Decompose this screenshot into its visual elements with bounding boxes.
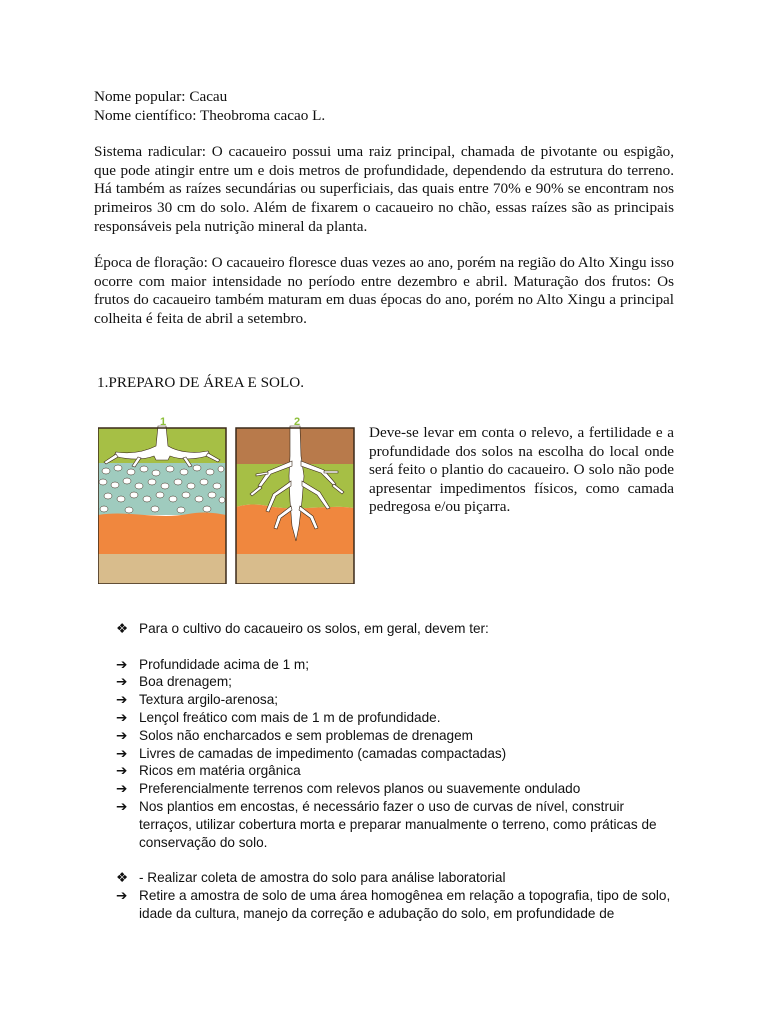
diamond-bullet-icon: ❖	[116, 621, 129, 636]
flowering-paragraph: Época de floração: O cacaueiro floresce duas vezes ao ano, porém na região do Alto Xingu isso ocorre com maior intensidade no período entre dezembro e abril. Maturação dos frutos: Os frutos do cacaueiro também maturam em duas épocas do ano, porém no Alto Xingu a principal colheita é feita de abril a setembro.	[94, 254, 674, 327]
soil-root-illustration	[98, 416, 356, 584]
requirement-item	[116, 727, 676, 745]
requirements-list	[116, 656, 676, 852]
intro-block	[94, 88, 674, 329]
requirement-item	[116, 709, 676, 727]
panel2-number-label: 2	[294, 416, 301, 428]
requirements-intro-text: Para o cultivo do cacaueiro os solos, em geral, devem ter:	[139, 621, 489, 636]
requirement-text: Ricos em matéria orgânica	[139, 763, 301, 779]
arrow-bullet-icon: ➔	[116, 656, 128, 672]
popular-name: Nome popular: Cacau	[94, 88, 228, 105]
requirement-item	[116, 745, 676, 763]
sampling-instruction-item	[116, 887, 676, 923]
requirement-text: Nos plantios em encostas, é necessário fazer o uso de curvas de nível, construir terraços, utilizar cobertura morta e preparar manualmente o terreno, como práticas de conservação do solo.	[139, 798, 657, 850]
soil-panel-1	[98, 416, 226, 584]
requirement-text: Lençol freático com mais de 1 m de profundidade.	[139, 709, 441, 725]
diamond-bullet-icon: ❖	[116, 870, 129, 886]
sampling-title: - Realizar coleta de amostra do solo para análise laboratorial	[139, 870, 506, 886]
arrow-bullet-icon: ➔	[116, 674, 128, 690]
soil-panel-2	[236, 416, 354, 584]
section-text: Deve-se levar em conta o relevo, a fertilidade e a profundidade dos solos na escolha do local onde será feito o plantio do cacaueiro. O solo não pode apresentar impedimentos físicos, como camada pedregosa e/ou piçarra.	[369, 424, 674, 516]
arrow-bullet-icon: ➔	[116, 745, 128, 761]
requirement-item	[116, 762, 676, 780]
arrow-bullet-icon: ➔	[116, 709, 128, 725]
requirement-item	[116, 798, 676, 851]
requirement-item	[116, 673, 676, 691]
arrow-bullet-icon: ➔	[116, 727, 128, 743]
requirement-text: Boa drenagem;	[139, 674, 232, 690]
sampling-instruction-text: Retire a amostra de solo de uma área homogênea em relação a topografia, tipo de solo, idade da cultura, manejo da correção e adubação do solo, em profundidade de	[139, 887, 671, 921]
scientific-name: Nome científico: Theobroma cacao L.	[94, 106, 326, 124]
arrow-bullet-icon: ➔	[116, 781, 128, 797]
requirement-text: Textura argilo-arenosa;	[139, 692, 279, 708]
requirement-item	[116, 780, 676, 798]
requirement-item	[116, 691, 676, 709]
panel1-number-label: 1	[160, 416, 167, 428]
requirement-item	[116, 656, 676, 674]
sampling-item	[116, 869, 676, 887]
arrow-bullet-icon: ➔	[116, 692, 128, 708]
panel1-subsoil-layer	[98, 512, 226, 554]
panel1-deep-layer	[98, 554, 226, 584]
requirement-text: Solos não encharcados e sem problemas de drenagem	[139, 727, 474, 743]
requirement-text: Profundidade acima de 1 m;	[139, 656, 310, 672]
requirement-text: Preferencialmente terrenos com relevos planos ou suavemente ondulado	[139, 781, 581, 797]
requirement-text: Livres de camadas de impedimento (camadas compactadas)	[139, 745, 507, 761]
arrow-bullet-icon: ➔	[116, 798, 128, 814]
section-heading: 1.PREPARO DE ÁREA E SOLO.	[97, 374, 305, 391]
requirements-intro-item	[116, 620, 676, 638]
arrow-bullet-icon: ➔	[116, 763, 128, 779]
soil-requirements	[116, 620, 676, 923]
arrow-bullet-icon: ➔	[116, 887, 128, 903]
root-system-paragraph: Sistema radicular: O cacaueiro possui uma raiz principal, chamada de pivotante ou espigão, que pode atingir entre um e dois metros de profundidade, dependendo da estrutura do terreno. Há também as raízes secundárias ou superficiais, das quais entre 70% e 90% se encontram nos primeiros 30 cm do solo. Além de fixarem o cacaueiro no chão, essas raízes são as principais responsáveis pela nutrição mineral da planta.	[94, 143, 674, 235]
panel2-deep-layer	[236, 554, 354, 584]
